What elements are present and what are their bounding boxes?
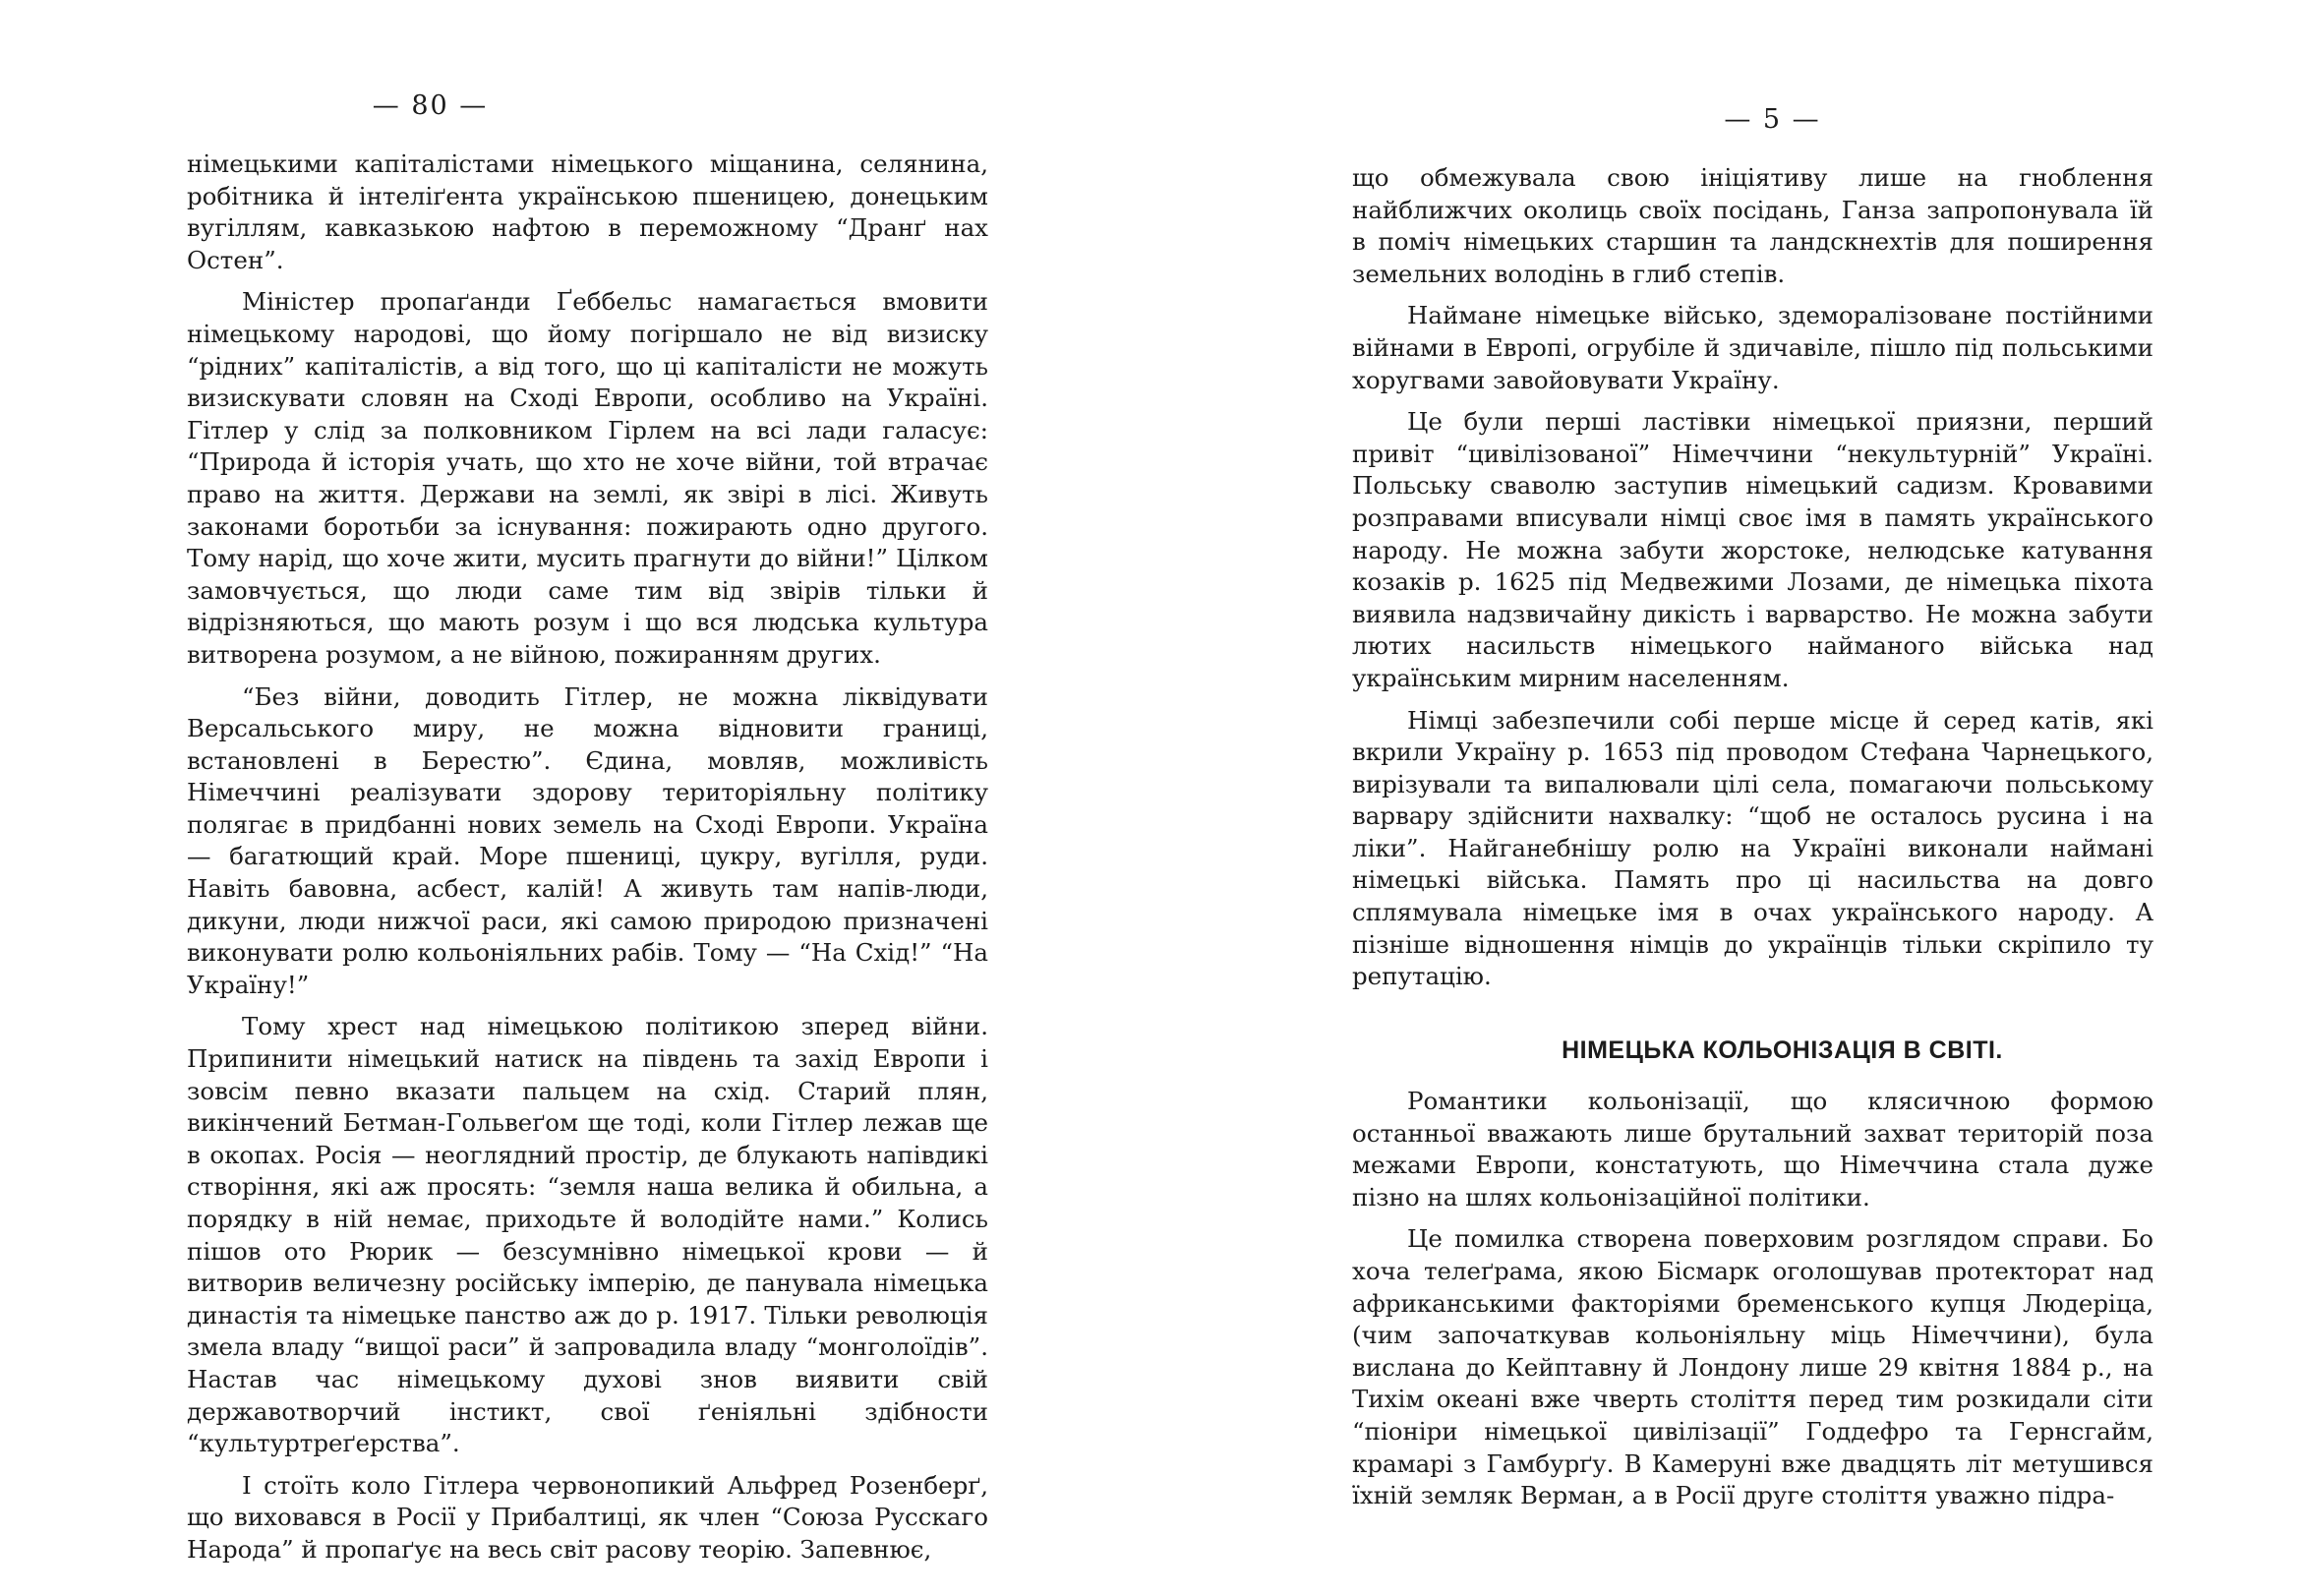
right-page	[1352, 0, 2153, 1596]
paragraph: Німці забезпечили собі перше місце й серед катів, які вкрили Україну р. 1653 під проводом Стефана Чарнецького, вирізували та випалювали цілі села, помагаючи польському варвару здійснити нахвалку: “щоб не осталось русина і на ліки”. Найганебнішу ролю на Україні виконали наймані німецькі війська. Память про ці насильства на довго сплямувала німецьке імя в очах українського народу. А пізніше відношення німців до українців тільки скріпило ту репутацію.	[1352, 705, 2153, 991]
paragraph: німецькими капіталістами німецького міщанина, селянина, робітника й інтеліґента українською пшеницею, донецьким вугіллям, кавказькою нафтою в переможному “Дранґ нах Остен”.	[187, 149, 988, 274]
paragraph: що обмежувала свою ініціятиву лише на гноблення найближчих околиць своїх посідань, Ганза запропонувала їй в поміч німецьких старшин та ландскнехтів для поширення земельних володінь в глиб степів.	[1352, 163, 2153, 288]
page-number-right: — 5 —	[1724, 104, 1821, 135]
paragraph: І стоїть коло Гітлера червонопикий Альфред Розенберґ, що виховався в Росії у Прибалтиці, як член “Союза Русскаго Народа” й пропаґує на весь світ расову теорію. Запевнює,	[187, 1470, 988, 1564]
left-page-text	[187, 148, 988, 1576]
section-heading: НІМЕЦЬКА КОЛЬОНІЗАЦІЯ В СВІТІ.	[1562, 1036, 2003, 1064]
paragraph: Міністер пропаґанди Ґеббельс намагається вмовити німецькому народові, що йому погіршало не від визиску “рідних” капіталістів, а від того, що ці капіталісти не можуть визискувати словян на Сході Европи, особливо на Україні. Гітлер у слід за полковником Гірлем на всі лади галасує: “Природа й історія учать, що хто не хоче війни, той втрачає право на життя. Держави на землі, як звірі в лісі. Живуть законами боротьби за існування: пожирають одно другого. Тому нарід, що хоче жити, мусить прагнути до війни!” Цілком замовчується, що люди саме тим від звірів тільки й відрізняються, що мають розум і що вся людська культура витворена розумом, а не війною, пожиранням других.	[187, 287, 988, 669]
right-page-text-bottom	[1352, 1086, 2153, 1522]
paragraph: Це були перші ластівки німецької приязни, перший привіт “цивілізованої” Німеччини “некультурній” Україні. Польську сваволю заступив німецький садизм. Кровавими розправами вписували німці своє імя в память українського народу. Не можна забути жорстоке, нелюдське катування козаків р. 1625 під Медвежими Лозами, де німецька піхота виявила надзвичайну дикість і варварство. Не можна забути лютих насильств німецького найманого війська над українським мирним населенням.	[1352, 407, 2153, 692]
paragraph: Романтики кольонізації, що клясичною формою останньої вважають лише брутальний захват територій поза межами Европи, констатують, що Німеччина стала дуже пізно на шлях кольонізаційної політики.	[1352, 1087, 2153, 1212]
right-page-text-top	[1352, 162, 2153, 1003]
paragraph: Тому хрест над німецькою політикою зперед війни. Припинити німецький натиск на південь та захід Европи і зовсім певно вказати пальцем на схід. Старий плян, викінчений Бетман-Гольвеґом ще тоді, коли Гітлер лежав ще в окопах. Росія — неоглядний простір, де блукають напівдикі створіння, які аж просять: “земля наша велика й обильна, а порядку в ній немає, приходьте й володійте нами.” Колись пішов ото Рюрик — безсумнівно німецької крови — й витворив величезну російську імперію, де панувала німецька династія та німецьке панство аж до р. 1917. Тільки революція змела владу “вищої раси” й запровадила владу “монголоїдів”. Настав час німецькому духові знов виявити свій державотворчий інстикт, свої ґеніяльні здібности “культуртреґерства”.	[187, 1012, 988, 1458]
left-page	[187, 0, 988, 1596]
paragraph: “Без війни, доводить Гітлер, не можна ліквідувати Версальського миру, не можна відновити границі, встановлені в Берестю”. Єдина, мовляв, можливість Німеччині реалізувати здорову територіяльну політику полягає в придбанні нових земель на Сході Европи. Україна — багатющий край. Море пшениці, цукру, вугілля, руди. Навіть бавовна, асбест, калій! А живуть там напів-люди, дикуни, люди нижчої раси, які самою природою призначені виконувати ролю кольоніяльних рабів. Тому — “На Схід!” “На Україну!”	[187, 681, 988, 999]
page-number-left: — 80 —	[372, 90, 489, 121]
paragraph: Наймане німецьке військо, здеморалізоване постійними війнами в Европі, огрубіле й здичавіле, пішло під польськими хоругвами завойовувати Україну.	[1352, 301, 2153, 394]
paragraph: Це помилка створена поверховим розглядом справи. Бо хоча телеґрама, якою Бісмарк оголошував протекторат над африканськими факторіями бременського купця Людеріца, (чим започаткував кольоніяльну міць Німеччини), була вислана до Кейптавну й Лондону лише 29 квітня 1884 р., на Тихім океані вже чверть століття перед тим розкидали сіти “піоніри німецької цивілізації” Годдефро та Гернсгайм, крамарі з Гамбурґу. В Камеруні вже двадцять літ метушився їхній земляк Верман, а в Росії друге століття уважно підра-	[1352, 1224, 2153, 1510]
